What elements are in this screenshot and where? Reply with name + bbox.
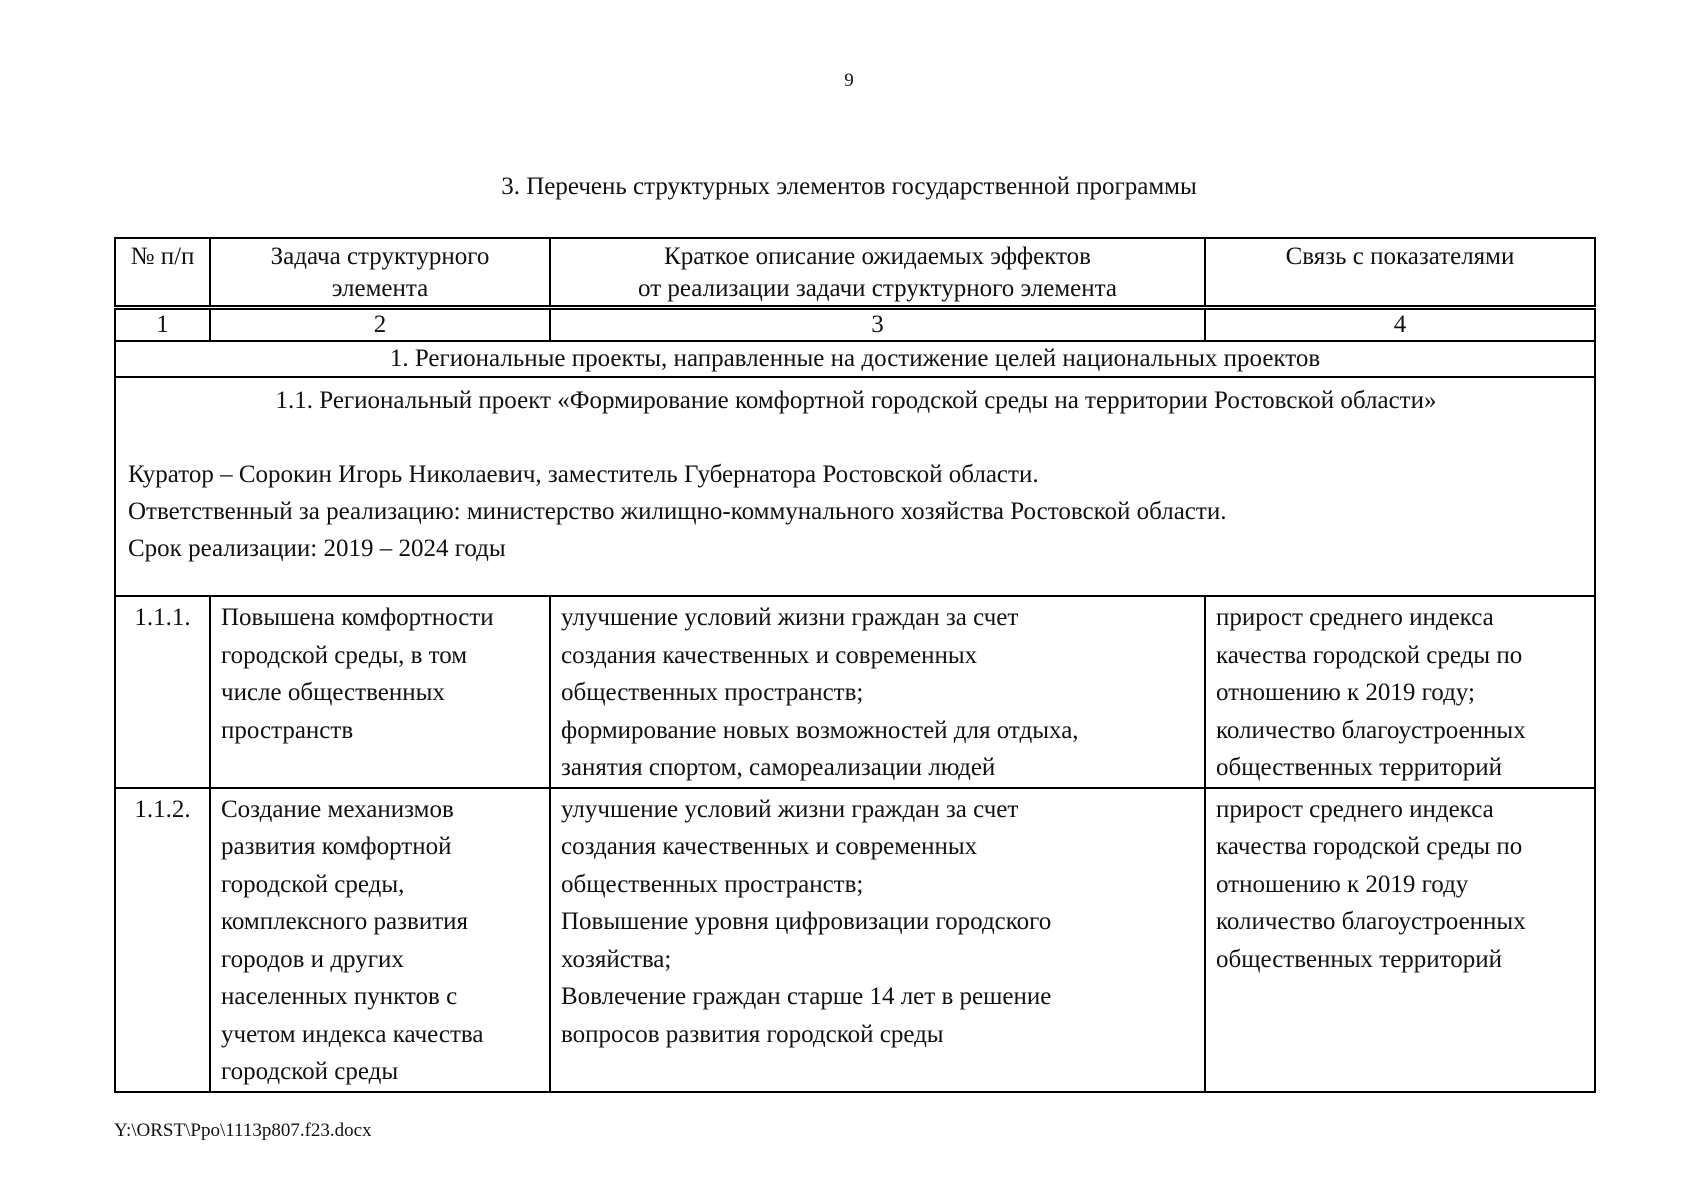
text-line: городской среды, в том <box>221 641 468 669</box>
row-task <box>210 596 550 788</box>
column-number: 4 <box>1205 308 1595 342</box>
text-line: городов и других <box>221 945 404 973</box>
project-curator: Куратор – Сорокин Игорь Николаевич, заместитель Губернатора Ростовской области. <box>128 461 1039 488</box>
text-line: хозяйства; <box>561 945 672 973</box>
text-line: учетом индекса качества <box>221 1020 484 1048</box>
column-number: 1 <box>115 308 210 342</box>
header-number: № п/п <box>115 238 210 308</box>
text-line: количество благоустроенных <box>1216 908 1526 935</box>
table-row <box>115 596 1595 788</box>
row-indicators <box>1205 788 1595 1092</box>
text-line: прирост среднего индекса <box>1216 604 1494 631</box>
text-line: пространств <box>221 716 354 744</box>
header-task-line: элемента <box>331 275 429 302</box>
text-line: создания качественных и современных <box>561 833 978 860</box>
text-line: вопросов развития городской среды <box>561 1020 944 1048</box>
text-line: прирост среднего индекса <box>1216 795 1494 823</box>
section-row <box>115 341 1595 377</box>
column-number: 2 <box>210 308 550 342</box>
text-line: Повышение уровня цифровизации городского <box>561 908 1052 935</box>
section-title: 1. Региональные проекты, направленные на достижение целей национальных проектов <box>115 341 1595 377</box>
text-line: Создание механизмов <box>221 795 454 823</box>
text-line: городской среды <box>221 1058 399 1085</box>
text-line: качества городской среды по <box>1216 641 1523 669</box>
text-line: общественных пространств; <box>561 679 864 706</box>
text-line: общественных территорий <box>1216 945 1503 973</box>
page-number: 9 <box>844 70 854 91</box>
file-path-footer: Y:\ORST\Ppo\1113p807.f23.docx <box>114 1120 372 1141</box>
text-line: общественных территорий <box>1216 754 1503 781</box>
header-effects <box>550 238 1205 308</box>
header-indicators: Связь с показателями <box>1205 238 1595 308</box>
text-line: городской среды, <box>221 870 405 898</box>
structural-elements-table <box>114 237 1596 1093</box>
project-cell <box>115 377 1595 596</box>
row-effects <box>550 788 1205 1092</box>
row-task <box>210 788 550 1092</box>
column-number-row <box>115 308 1595 342</box>
project-responsible: Ответственный за реализацию: министерство жилищно-коммунального хозяйства Ростовской области. <box>128 498 1227 525</box>
table-header-row <box>115 238 1595 308</box>
header-effects-line: от реализации задачи структурного элемента <box>638 275 1117 302</box>
document-title: 3. Перечень структурных элементов государственной программы <box>501 173 1197 200</box>
row-effects <box>550 596 1205 788</box>
text-line: Повышена комфортности <box>221 604 494 631</box>
text-line: отношению к 2019 году; <box>1216 679 1475 706</box>
text-line: занятия спортом, самореализации людей <box>561 754 996 781</box>
header-task <box>210 238 550 308</box>
text-line: развития комфортной <box>221 833 452 860</box>
row-indicators <box>1205 596 1595 788</box>
text-line: улучшение условий жизни граждан за счет <box>561 604 1019 631</box>
text-line: числе общественных <box>221 679 445 706</box>
text-line: количество благоустроенных <box>1216 716 1526 744</box>
project-term: Срок реализации: 2019 – 2024 годы <box>128 535 506 562</box>
text-line: качества городской среды по <box>1216 833 1523 860</box>
column-number: 3 <box>550 308 1205 342</box>
text-line: формирование новых возможностей для отдыха, <box>561 716 1079 744</box>
row-number: 1.1.1. <box>115 596 210 788</box>
header-task-line: Задача структурного <box>270 243 490 270</box>
text-line: общественных пространств; <box>561 870 864 898</box>
text-line: комплексного развития <box>221 908 469 935</box>
table-row <box>115 788 1595 1092</box>
text-line: Вовлечение граждан старше 14 лет в решение <box>561 983 1052 1010</box>
text-line: создания качественных и современных <box>561 641 978 669</box>
header-effects-line: Краткое описание ожидаемых эффектов <box>664 243 1091 270</box>
text-line: отношению к 2019 году <box>1216 870 1469 898</box>
text-line: улучшение условий жизни граждан за счет <box>561 795 1019 823</box>
project-title: 1.1. Региональный проект «Формирование комфортной городской среды на территории Ростовской области» <box>275 387 1437 414</box>
row-number: 1.1.2. <box>115 788 210 1092</box>
project-row <box>115 377 1595 596</box>
text-line: населенных пунктов с <box>221 983 458 1010</box>
